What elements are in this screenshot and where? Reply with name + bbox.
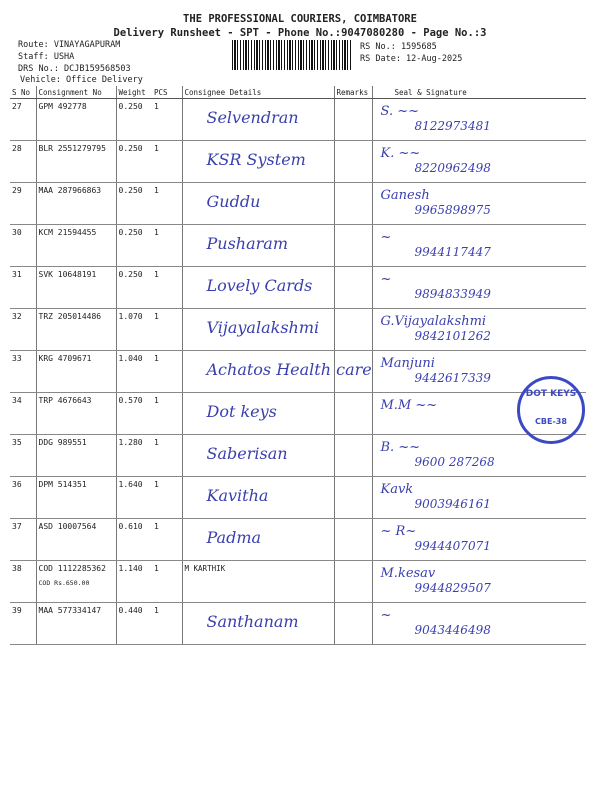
consignment-number: KRG 4709671: [38, 354, 92, 363]
weight: 0.250: [116, 141, 152, 183]
pieces: 1: [152, 267, 182, 309]
dot-keys-stamp: [517, 376, 585, 444]
signature: ~: [380, 230, 392, 245]
signature-phone: 9944829507: [414, 581, 491, 595]
signature-cell: [372, 309, 586, 351]
consignment-number: TRP 4676643: [38, 396, 92, 405]
signature-phone: 9965898975: [414, 203, 491, 217]
pieces: 1: [152, 309, 182, 351]
consignee-cell: [182, 267, 334, 309]
runsheet-subtitle: Delivery Runsheet - SPT - Phone No.:9047080280 - Page No.:3: [113, 27, 487, 39]
consignee-name: KSR System: [206, 150, 306, 169]
consignment-cell: [36, 519, 116, 561]
consignee-name: Achatos Health care: [206, 360, 372, 379]
consignment-cell: [36, 99, 116, 141]
consignee-cell: [182, 477, 334, 519]
remarks-cell: [334, 561, 372, 603]
remarks-cell: [334, 309, 372, 351]
signature: Kavk: [380, 482, 414, 497]
signature: B. ~~: [380, 440, 421, 455]
signature-cell: [372, 267, 586, 309]
serial-number: 36: [10, 477, 36, 519]
signature: ~: [380, 272, 392, 287]
consignee-cell: [182, 141, 334, 183]
table-row: [10, 603, 586, 645]
weight: 0.250: [116, 99, 152, 141]
col-consignment: Consignment No: [36, 86, 116, 99]
consignment-cell: [36, 603, 116, 645]
consignment-cell: [36, 309, 116, 351]
remarks-cell: [334, 519, 372, 561]
signature: Manjuni: [380, 356, 435, 371]
company-title: THE PROFESSIONAL COURIERS, COIMBATORE: [183, 13, 417, 25]
consignment-number: MAA 577334147: [38, 606, 102, 615]
consignee-cell: [182, 435, 334, 477]
consignment-number: BLR 2551279795: [38, 144, 106, 153]
consignee-name: Vijayalakshmi: [206, 318, 320, 337]
consignee-name: Saberisan: [206, 444, 288, 463]
weight: 0.610: [116, 519, 152, 561]
remarks-cell: [334, 603, 372, 645]
pieces: 1: [152, 351, 182, 393]
col-remarks: Remarks: [334, 86, 372, 99]
consignment-cell: [36, 435, 116, 477]
signature-phone: 9600 287268: [414, 455, 495, 469]
cod-amount: COD Rs.650.00: [38, 579, 90, 587]
pieces: 1: [152, 141, 182, 183]
col-weight: Weight: [116, 86, 152, 99]
signature-cell: [372, 141, 586, 183]
pieces: 1: [152, 603, 182, 645]
weight: 0.250: [116, 267, 152, 309]
consignee-name: Selvendran: [206, 108, 299, 127]
consignee-cell: [182, 183, 334, 225]
vehicle: Vehicle: Office Delivery: [20, 75, 143, 85]
stamp-line-1: DOT KEYS: [525, 389, 577, 399]
weight: 0.250: [116, 183, 152, 225]
consignee-cell: [182, 561, 334, 603]
consignment-number: TRZ 205014486: [38, 312, 102, 321]
route: Route: VINAYAGAPURAM: [18, 40, 121, 50]
consignee-name: Kavitha: [206, 486, 269, 505]
weight: 0.250: [116, 225, 152, 267]
col-sno: S No: [10, 86, 36, 99]
consignment-number: MAA 287966863: [38, 186, 102, 195]
col-pcs: PCS: [152, 86, 182, 99]
pieces: 1: [152, 225, 182, 267]
signature-cell: [372, 603, 586, 645]
remarks-cell: [334, 141, 372, 183]
signature-cell: [372, 561, 586, 603]
signature: ~ R~: [380, 524, 417, 539]
weight: 1.070: [116, 309, 152, 351]
consignment-number: SVK 10648191: [38, 270, 97, 279]
consignee-name: Guddu: [206, 192, 261, 211]
serial-number: 38: [10, 561, 36, 603]
table-row: [10, 141, 586, 183]
signature-phone: 8220962498: [414, 161, 491, 175]
weight: 0.570: [116, 393, 152, 435]
consignee-name: Lovely Cards: [206, 276, 313, 295]
pieces: 1: [152, 435, 182, 477]
signature-phone: 9944117447: [414, 245, 491, 259]
table-row: [10, 435, 586, 477]
pieces: 1: [152, 393, 182, 435]
rs-date: RS Date: 12-Aug-2025: [360, 54, 463, 64]
consignee-name: Santhanam: [206, 612, 299, 631]
signature-cell: [372, 519, 586, 561]
barcode: [232, 40, 352, 70]
consignment-cell: [36, 183, 116, 225]
table-row: [10, 309, 586, 351]
serial-number: 31: [10, 267, 36, 309]
weight: 0.440: [116, 603, 152, 645]
consignee-cell: [182, 393, 334, 435]
consignment-number: COD 1112285362: [38, 564, 106, 573]
signature-phone: 9894833949: [414, 287, 491, 301]
consignee-cell: [182, 519, 334, 561]
remarks-cell: [334, 183, 372, 225]
col-signature: Seal & Signature: [372, 86, 586, 99]
consignment-cell: [36, 561, 116, 603]
consignment-number: DPM 514351: [38, 480, 87, 489]
table-row: [10, 477, 586, 519]
table-row: [10, 99, 586, 141]
serial-number: 35: [10, 435, 36, 477]
signature: G.Vijayalakshmi: [380, 314, 487, 329]
consignment-cell: [36, 477, 116, 519]
remarks-cell: [334, 435, 372, 477]
signature-phone: 9944407071: [414, 539, 491, 553]
table-row: [10, 267, 586, 309]
table-row: [10, 225, 586, 267]
table-row: [10, 393, 586, 435]
remarks-cell: [334, 225, 372, 267]
signature: ~: [380, 608, 392, 623]
table-header-row: [10, 86, 586, 99]
table-row: [10, 561, 586, 603]
consignee-name: Padma: [206, 528, 262, 547]
consignment-number: GPM 492778: [38, 102, 87, 111]
pieces: 1: [152, 99, 182, 141]
drs-number: DRS No.: DCJB159568503: [18, 64, 131, 74]
weight: 1.040: [116, 351, 152, 393]
signature-phone: 9442617339: [414, 371, 491, 385]
remarks-cell: [334, 99, 372, 141]
signature-cell: [372, 183, 586, 225]
stamp-line-2: CBE-38: [535, 417, 567, 426]
consignee-cell: [182, 99, 334, 141]
weight: 1.640: [116, 477, 152, 519]
consignment-cell: [36, 351, 116, 393]
serial-number: 34: [10, 393, 36, 435]
signature: M.M ~~: [380, 398, 438, 413]
consignment-cell: [36, 267, 116, 309]
pieces: 1: [152, 183, 182, 225]
serial-number: 28: [10, 141, 36, 183]
consignee-name: Pusharam: [206, 234, 288, 253]
consignee-cell: [182, 351, 372, 393]
serial-number: 37: [10, 519, 36, 561]
signature: M.kesav: [380, 566, 436, 581]
serial-number: 33: [10, 351, 36, 393]
col-consignee: Consignee Details: [182, 86, 334, 99]
remarks-cell: [334, 477, 372, 519]
consignee-print-name: M KARTHIK: [184, 564, 226, 573]
signature-cell: [372, 99, 586, 141]
remarks-cell: [334, 267, 372, 309]
serial-number: 29: [10, 183, 36, 225]
consignment-cell: [36, 225, 116, 267]
table-row: [10, 183, 586, 225]
signature: Ganesh: [380, 188, 430, 203]
remarks-cell: [334, 393, 372, 435]
rs-number: RS No.: 1595685: [360, 42, 437, 52]
consignment-number: ASD 10007564: [38, 522, 97, 531]
signature-cell: [372, 225, 586, 267]
serial-number: 39: [10, 603, 36, 645]
signature-phone: 9842101262: [414, 329, 491, 343]
signature-phone: 8122973481: [414, 119, 491, 133]
signature-phone: 9003946161: [414, 497, 491, 511]
consignee-name: Dot keys: [206, 402, 277, 421]
consignment-cell: [36, 141, 116, 183]
consignment-number: DDG 989551: [38, 438, 87, 447]
signature-phone: 9043446498: [414, 623, 491, 637]
pieces: 1: [152, 477, 182, 519]
serial-number: 27: [10, 99, 36, 141]
consignment-number: KCM 21594455: [38, 228, 97, 237]
consignee-cell: [182, 603, 334, 645]
serial-number: 32: [10, 309, 36, 351]
staff: Staff: USHA: [18, 52, 75, 62]
pieces: 1: [152, 519, 182, 561]
weight: 1.280: [116, 435, 152, 477]
table-row: [10, 351, 586, 393]
signature-cell: [372, 477, 586, 519]
runsheet-table: [10, 86, 586, 645]
pieces: 1: [152, 561, 182, 603]
signature: K. ~~: [380, 146, 421, 161]
table-row: [10, 519, 586, 561]
signature: S. ~~: [380, 104, 419, 119]
serial-number: 30: [10, 225, 36, 267]
consignee-cell: [182, 309, 334, 351]
weight: 1.140: [116, 561, 152, 603]
consignment-cell: [36, 393, 116, 435]
consignee-cell: [182, 225, 334, 267]
